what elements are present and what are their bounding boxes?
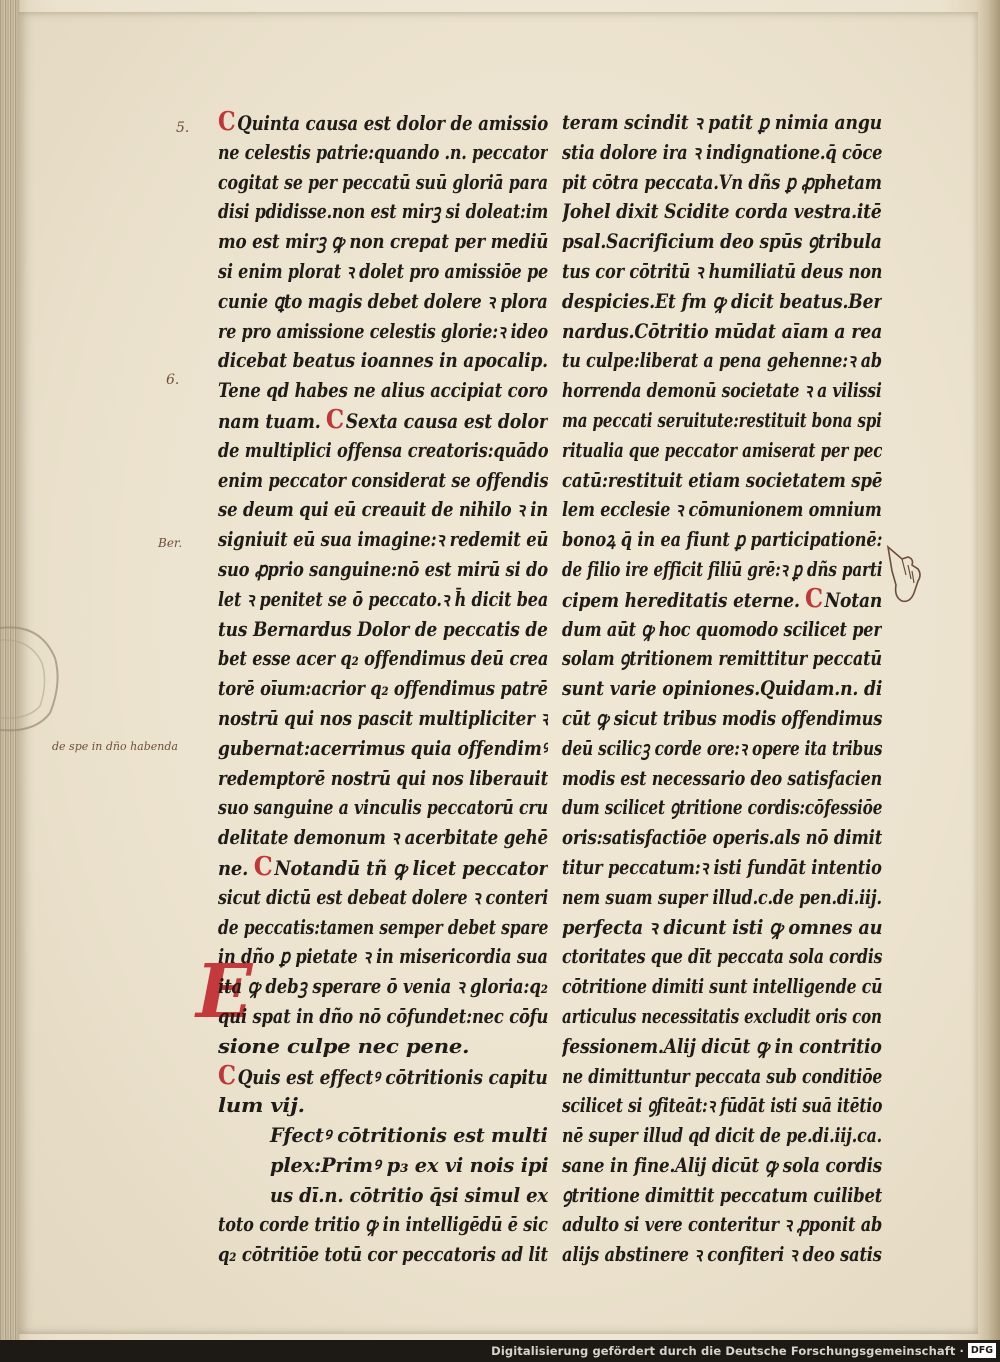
text-line [562, 764, 882, 794]
text-line [218, 1091, 548, 1121]
marginal-note-spe: de spe in dño habenda [52, 740, 178, 753]
line-text: in dño ꝑ pietate ꝛ in misericordia sua [218, 945, 548, 969]
line-text: tus Bernardus Dolor de peccatis de [218, 617, 548, 641]
line-text: us dī.n. cōtritio q̄si simul ex [270, 1183, 548, 1207]
line-text: tu culpe:liberat a pena gehenne:ꝛ ab [562, 349, 882, 373]
text-line [562, 585, 882, 615]
line-text: nam tuam. [218, 409, 321, 433]
text-line [562, 1062, 882, 1092]
rubric-mark: C [218, 1061, 236, 1091]
text-line [218, 227, 548, 257]
text-line [562, 1121, 882, 1151]
text-line [562, 436, 882, 466]
manicule-pointing-hand-icon [884, 545, 926, 607]
line-text: mo est mirꝫ ꝙ non crepat per mediū [218, 230, 548, 254]
text-line [218, 257, 548, 287]
text-line [218, 883, 548, 913]
text-line [218, 1210, 548, 1240]
text-line [562, 913, 882, 943]
rubric-mark: C [218, 108, 236, 137]
line-text: cipem hereditatis eterne. [562, 588, 800, 612]
line-text: tus cor cōtritū ꝛ humiliatū deus non [562, 259, 882, 283]
line-text: Notan [824, 588, 882, 612]
text-line [562, 317, 882, 347]
text-line [218, 525, 548, 555]
text-line [562, 1002, 882, 1032]
text-line [562, 525, 882, 555]
text-line [218, 108, 548, 138]
text-line [218, 197, 548, 227]
text-line [562, 883, 882, 913]
line-text: dum scilicet ꝯtritione cordis:cōfessiōe [562, 796, 882, 820]
line-text: re pro amissione celestis glorie:ꝛ ideo [218, 319, 548, 343]
line-text: catū:restituit etiam societatem spē [562, 468, 882, 492]
text-line [218, 853, 548, 883]
text-line [218, 1062, 548, 1092]
text-line [562, 793, 882, 823]
line-text: cogitat se per peccatū suū gloriā para [218, 170, 548, 194]
line-text: fessionem.Alij dicūt ꝙ in contritio [562, 1034, 882, 1058]
text-line [218, 495, 548, 525]
text-line [218, 436, 548, 466]
text-line [218, 644, 548, 674]
text-line [562, 466, 882, 496]
line-text: Quis est effectꝰ cōtritionis capitu [237, 1065, 548, 1089]
text-line [218, 674, 548, 704]
text-line [218, 1181, 548, 1211]
line-text: q₂ cōtritiōe totū cor peccatoris ad lit [218, 1243, 548, 1267]
text-line [562, 257, 882, 287]
line-text: lem ecclesie ꝛ cōmunionem omnium [562, 498, 882, 522]
text-line [562, 674, 882, 704]
text-line [562, 644, 882, 674]
line-text: Notandū tñ ꝙ licet peccator [274, 856, 548, 880]
marginal-note-6: 6. [166, 372, 180, 388]
line-text: ita ꝙ debꝫ sperare ō venia ꝛ gloria:q₂ [218, 975, 548, 999]
line-text: ma peccati seruitute:restituit bona spi [562, 408, 882, 432]
text-line [218, 823, 548, 853]
line-text: qui spat in dño nō cōfundet:nec cōfu [218, 1004, 548, 1028]
text-line [218, 346, 548, 376]
text-line [562, 346, 882, 376]
line-text: suo sanguine a vinculis peccatorū cru [218, 796, 548, 820]
text-line [562, 734, 882, 764]
rubric-mark: C [325, 405, 344, 435]
line-text: Ffectꝰ cōtritionis est multi [270, 1124, 548, 1148]
footer-bar [0, 1340, 1000, 1362]
line-text: ꝯtritione dimittit peccatum cuilibet [562, 1183, 882, 1207]
line-text: Quinta causa est dolor de amissio [237, 112, 548, 135]
line-text: se deum qui eū creauit de nihilo ꝛ in [218, 498, 548, 522]
text-line [562, 1032, 882, 1062]
line-text: nem suam super illud.c.de pen.di.iij. [562, 885, 882, 909]
line-text: oris:satisfactiōe operis.als nō dimit [562, 826, 882, 850]
line-text: signiuit eū sua imagine:ꝛ redemit eū [218, 528, 548, 552]
text-line [218, 734, 548, 764]
line-text: nardus.Cōtritio mūdat aīam a rea [562, 319, 882, 343]
text-line [218, 972, 548, 1002]
line-text: toto corde tritio ꝙ in intelligēdū ē sic [218, 1213, 548, 1237]
line-text: deū scilicꝫ corde ore:ꝛ opere ita tribus [562, 736, 882, 760]
text-line [562, 615, 882, 645]
text-line [562, 1181, 882, 1211]
text-line [218, 1151, 548, 1181]
text-line [218, 942, 548, 972]
text-line [562, 853, 882, 883]
line-text: disi pdidisse.non est mirꝫ si doleat:im [218, 200, 548, 224]
text-line [218, 406, 548, 436]
text-line [562, 495, 882, 525]
line-text: ne dimittuntur peccata sub conditiōe [562, 1064, 882, 1088]
text-line [218, 138, 548, 168]
line-text: sane in fine.Alij dicūt ꝙ sola cordis [562, 1153, 882, 1177]
line-text: solam ꝯtritionem remittitur peccatū [562, 647, 882, 671]
funding-note: Digitalisierung gefördert durch die Deutsche Forschungsgemeinschaft · [491, 1344, 964, 1358]
text-line [218, 1121, 548, 1151]
text-line [562, 555, 882, 585]
line-text: de filio ire efficit filiū grē:ꝛ ꝑ dñs parti [562, 557, 882, 581]
line-text: psal.Sacrificium deo spūs ꝯtribula [562, 230, 882, 254]
line-text: sione culpe nec pene. [218, 1034, 470, 1058]
rubric-mark: C [804, 584, 823, 614]
line-text: adulto si vere conteritur ꝛ ꝓponit ab [562, 1213, 882, 1237]
line-text: titur peccatum:ꝛ isti fundāt intentio [562, 855, 882, 879]
text-line [562, 108, 882, 138]
text-line [218, 466, 548, 496]
text-line [562, 1151, 882, 1181]
text-line [562, 1210, 882, 1240]
text-line [218, 376, 548, 406]
text-line [562, 406, 882, 436]
text-line [218, 585, 548, 615]
text-line [218, 317, 548, 347]
text-line [562, 972, 882, 1002]
line-text: lum vij. [218, 1094, 305, 1118]
line-text: de peccatis:tamen semper debet spare [218, 915, 548, 939]
line-text: bonoꝝ q̄ in ea fiunt ꝑ participationē: [562, 528, 882, 552]
line-text: Tene qd habes ne alius accipiat coro [218, 379, 548, 403]
right-text-column [562, 108, 882, 1270]
line-text: gubernat:acerrimus quia offendimꝰ [218, 736, 548, 760]
line-text: dicebat beatus ioannes in apocalip. [218, 349, 548, 373]
text-line [562, 823, 882, 853]
text-line [562, 138, 882, 168]
line-text: Sexta causa est dolor [345, 409, 548, 433]
line-text: sunt varie opiniones.Quidam.n. di [562, 677, 882, 701]
marginal-note-ber: Ber. [158, 536, 183, 550]
dfg-logo: DFG [968, 1343, 996, 1358]
text-line [218, 1032, 548, 1062]
text-line [562, 168, 882, 198]
line-text: articulus necessitatis excludit oris con [562, 1004, 882, 1028]
text-line [218, 1240, 548, 1270]
line-text: scilicet si ꝯfiteāt:ꝛ fūdāt isti suā itētio [562, 1094, 882, 1118]
text-line [218, 913, 548, 943]
line-text: sicut dictū est debeat dolere ꝛ conteri [218, 885, 548, 909]
line-text: suo ꝓprio sanguine:nō est mirū si do [218, 557, 548, 581]
line-text: ctoritates que dīt peccata sola cordis [562, 945, 882, 969]
line-text: enim peccator considerat se offendis [218, 468, 548, 492]
text-line [562, 227, 882, 257]
line-text: despicies.Et fm ꝙ dicit beatus.Ber [562, 289, 882, 313]
line-text: plex:Primꝰ p₃ ex vi nois ipi [270, 1153, 548, 1177]
text-line [562, 1240, 882, 1270]
line-text: de multiplici offensa creatoris:quādo [218, 438, 548, 462]
text-line [218, 764, 548, 794]
line-text: perfecta ꝛ dicunt isti ꝙ omnes au [562, 915, 882, 939]
line-text: cūt ꝙ sicut tribus modis offendimus [562, 706, 882, 730]
decorated-initial-e: E [196, 949, 253, 1035]
line-text: teram scindit ꝛ patit ꝑ nimia angu [562, 111, 882, 134]
line-text: horrenda demonū societate ꝛ a vilissi [562, 379, 882, 403]
text-line [562, 197, 882, 227]
text-line [218, 1002, 548, 1032]
line-text: cunie ꝗto magis debet dolere ꝛ plora [218, 289, 548, 313]
line-text: delitate demonum ꝛ acerbitate gehē [218, 826, 548, 850]
line-text: bet esse acer q₂ offendimus deū crea [218, 647, 548, 671]
line-text: alijs abstinere ꝛ confiteri ꝛ deo satis [562, 1243, 882, 1267]
line-text: ne. [218, 856, 249, 880]
text-line [218, 793, 548, 823]
line-text: nostrū qui nos pascit multipliciter ꝛ [218, 706, 548, 730]
line-text: ritualia que peccator amiserat per pec [562, 438, 882, 462]
text-line [562, 287, 882, 317]
line-text: nē super illud qd dicit de pe.di.iij.ca. [562, 1124, 882, 1148]
line-text: Johel dixit Scidite corda vestra.itē [562, 200, 882, 224]
line-text: let ꝛ penitet se ō peccato.ꝛ h̄ dicit bea [218, 587, 548, 611]
text-line [218, 615, 548, 645]
line-text: redemptorē nostrū qui nos liberauit [218, 766, 548, 790]
line-text: pit cōtra peccata.Vn dñs ꝑ ꝓphetam [562, 170, 882, 194]
rubric-mark: C [253, 852, 273, 882]
line-text: stia dolore ira ꝛ indignatione.q̄ cōce [562, 140, 882, 164]
text-line [562, 942, 882, 972]
text-line [562, 376, 882, 406]
clasp-mark-icon [0, 618, 70, 738]
line-text: cōtritione dimiti sunt intelligende cū [562, 975, 882, 999]
text-line [562, 704, 882, 734]
text-line [218, 287, 548, 317]
line-text: modis est necessario deo satisfacien [562, 766, 882, 790]
marginal-note-5: 5. [176, 120, 190, 136]
line-text: ne celestis patrie:quando .n. peccator [218, 140, 548, 164]
text-line [218, 704, 548, 734]
line-text: si enim plorat ꝛ dolet pro amissiōe pe [218, 259, 548, 283]
line-text: dum aūt ꝙ hoc quomodo scilicet per [562, 617, 882, 641]
line-text: torē oīum:acrior q₂ offendimus patrē [218, 677, 548, 701]
text-line [562, 1091, 882, 1121]
left-text-column [218, 108, 548, 1270]
text-line [218, 168, 548, 198]
text-line [218, 555, 548, 585]
